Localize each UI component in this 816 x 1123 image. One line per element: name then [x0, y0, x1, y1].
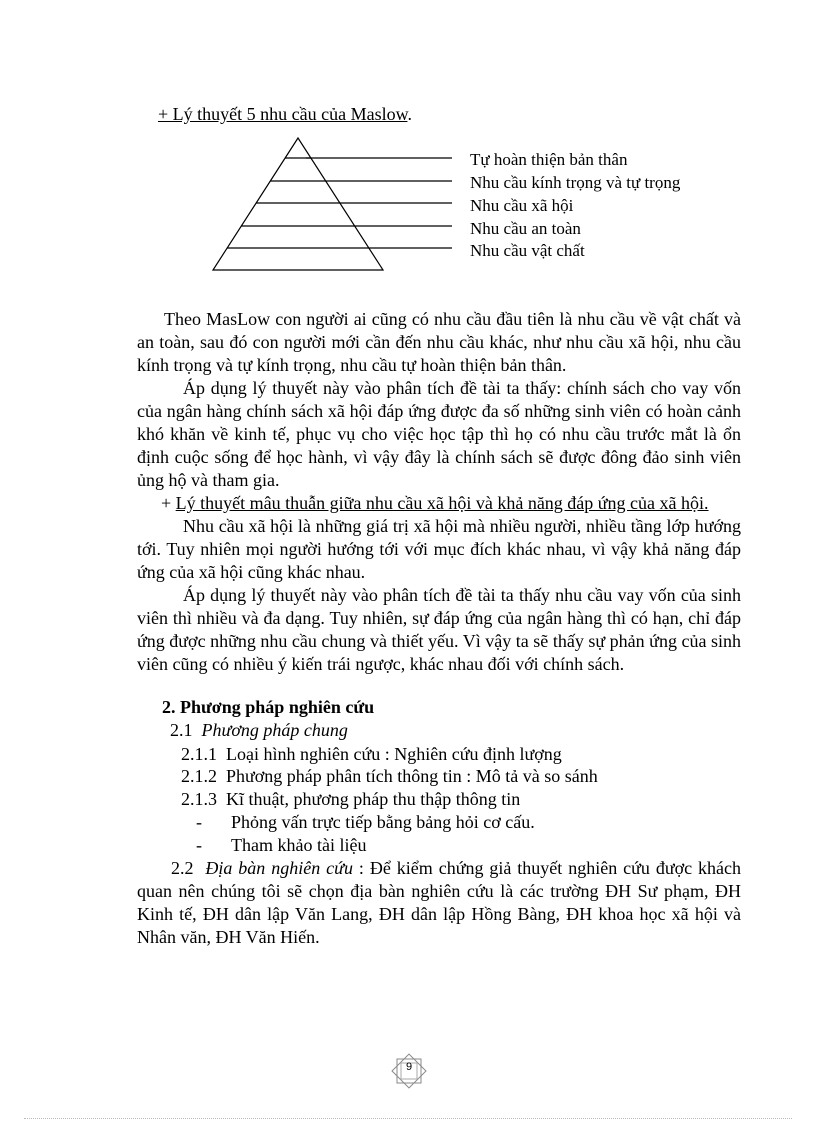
- maslow-level-1: Tự hoàn thiện bản thân: [470, 150, 628, 169]
- bullet-text: Tham khảo tài liệu: [231, 835, 367, 855]
- paragraph-conflict-definition: Nhu cầu xã hội là những giá trị xã hội mà nhiều người, nhiều tầng lớp hướng tới. Tuy nhiên mọi người hướng tới với mục đích khác nhau, vì vậy khả năng đáp ứng của xã hội cũng khác nhau.: [137, 516, 741, 582]
- maslow-heading-period: .: [407, 104, 412, 124]
- item-2-1-2-text: Phương pháp phân tích thông tin : Mô tả và so sánh: [226, 766, 598, 786]
- item-2-1-3: [181, 789, 520, 810]
- bullet-item: [196, 812, 202, 833]
- section-title: 2. Phương pháp nghiên cứu: [162, 697, 375, 717]
- subsection-2-2-paragraph: [137, 857, 741, 949]
- maslow-heading-text: + Lý thuyết 5 nhu cầu của Maslow: [158, 104, 408, 124]
- paragraph-conflict-application: Áp dụng lý thuyết này vào phân tích đề tài ta thấy nhu cầu vay vốn của sinh viên thì nhiều và đa dạng. Tuy nhiên, sự đáp ứng của ngân hàng thì có hạn, chỉ đáp ứng được những nhu cầu chung và thiết yếu. Vì vậy ta sẽ thấy sự phản ứng của sinh viên cũng có nhiều ý kiến trái ngược, khác nhau đối với chính sách.: [137, 585, 741, 674]
- bullet-item: [196, 835, 202, 856]
- theory-heading-2-prefix: +: [161, 493, 176, 513]
- subsection-2-1: [170, 720, 348, 741]
- maslow-level-3: Nhu cầu xã hội: [470, 196, 574, 215]
- subsection-2-1-title: Phương pháp chung: [201, 720, 348, 740]
- item-2-1-1-text: Loại hình nghiên cứu : Nghiên cứu định lượng: [226, 744, 562, 764]
- theory-heading-2-text: Lý thuyết mâu thuẫn giữa nhu cầu xã hội và khả năng đáp ứng của xã hội.: [175, 493, 709, 513]
- paragraph-maslow-application: Áp dụng lý thuyết này vào phân tích đề tài ta thấy: chính sách cho vay vốn của ngân hàng chính sách xã hội đáp ứng được đa số những sinh viên có hoàn cảnh khó khăn về kinh tế, phục vụ cho việc học tập thì họ có nhu cầu trước mắt là ổn định cuộc sống để học hành, vì vậy đây là chính sách sẽ được đông đảo sinh viên ủng hộ và tham gia.: [137, 378, 741, 490]
- item-2-1-2: [181, 766, 598, 787]
- bullet-marker: -: [196, 835, 202, 855]
- page-number: 9: [405, 1061, 413, 1073]
- bullet-marker: -: [196, 812, 202, 832]
- subsection-2-2-separator: :: [352, 858, 370, 878]
- subsection-2-1-number: 2.1: [170, 720, 193, 740]
- maslow-level-2: Nhu cầu kính trọng và tự trọng: [470, 173, 681, 192]
- subsection-2-2-number: 2.2: [171, 858, 194, 878]
- bullet-text: Phỏng vấn trực tiếp bằng bảng hỏi cơ cấu.: [231, 812, 535, 832]
- item-2-1-1-number: 2.1.1: [181, 744, 217, 764]
- body-text: [137, 308, 741, 676]
- item-2-1-3-text: Kĩ thuật, phương pháp thu thập thông tin: [226, 789, 521, 809]
- subsection-2-2: [137, 857, 741, 949]
- maslow-pyramid: [0, 0, 816, 300]
- item-2-1-3-number: 2.1.3: [181, 789, 217, 809]
- paragraph-maslow-summary: Theo MasLow con người ai cũng có nhu cầu đầu tiên là nhu cầu về vật chất và an toàn, sau đó con người mới cần đến nhu cầu khác, như nhu cầu xã hội, nhu cầu kính trọng và tự kính trọng, nhu cầu tự hoàn thiện bản thân.: [137, 309, 741, 375]
- item-2-1-2-number: 2.1.2: [181, 766, 217, 786]
- theory-heading-2: [137, 492, 741, 515]
- item-2-1-1: [181, 744, 562, 765]
- page-bottom-border: [24, 1118, 792, 1119]
- maslow-level-4: Nhu cầu an toàn: [470, 219, 581, 238]
- maslow-level-5: Nhu cầu vật chất: [470, 241, 585, 260]
- subsection-2-2-text: Để kiểm chứng giả thuyết nghiên cứu được khách quan nên chúng tôi sẽ chọn địa bàn nghiên cứu là các trường ĐH Sư phạm, ĐH Kinh tế, ĐH dân lập Văn Lang, ĐH dân lập Hồng Bàng, ĐH khoa học xã hội và Nhân văn, ĐH Văn Hiến.: [137, 858, 742, 947]
- subsection-2-2-title: Địa bàn nghiên cứu: [205, 858, 353, 878]
- page-number-badge: [389, 1051, 429, 1091]
